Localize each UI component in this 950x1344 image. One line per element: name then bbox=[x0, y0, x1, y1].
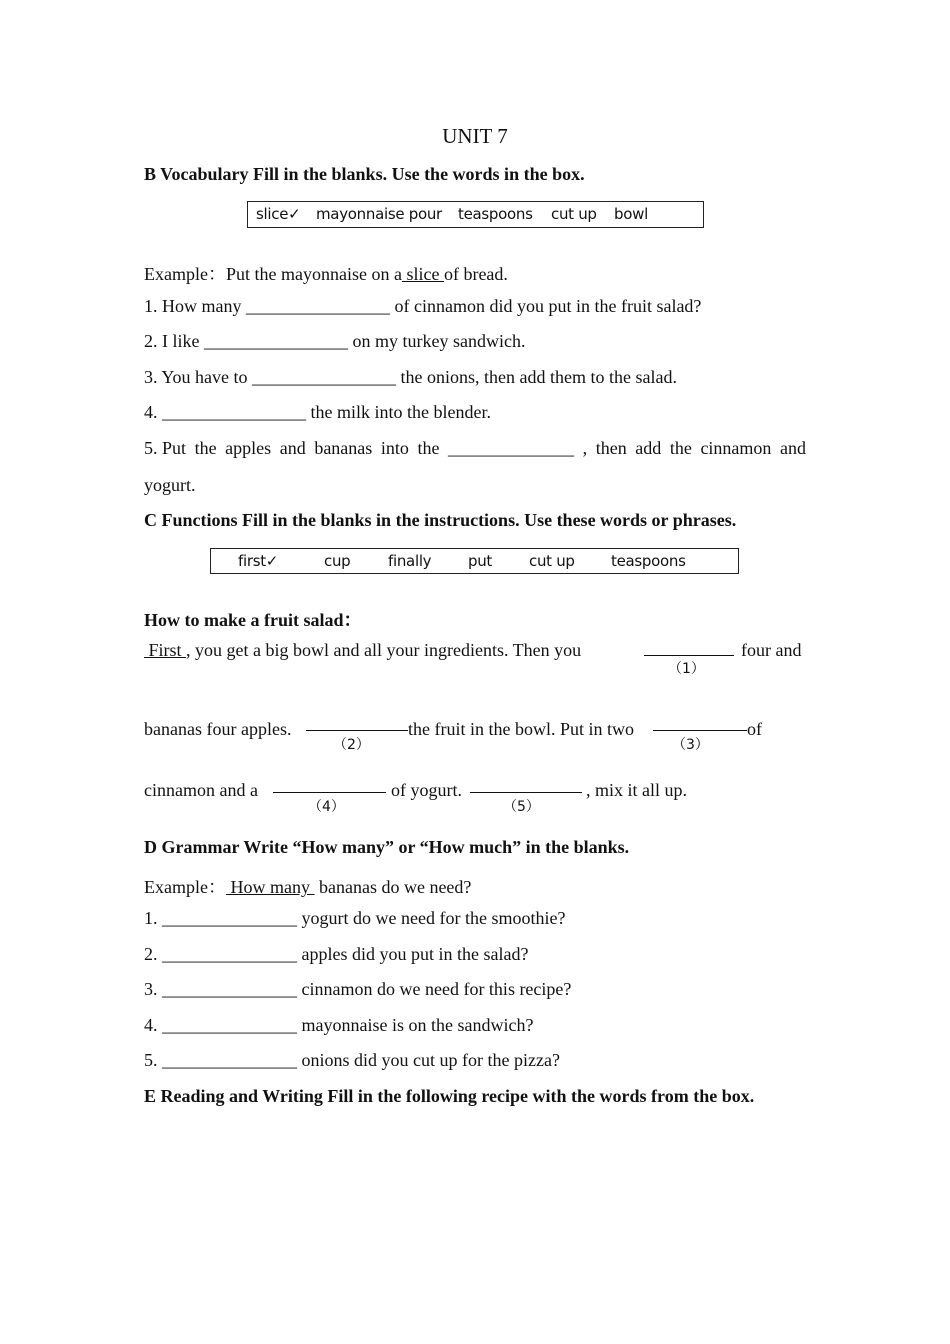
word-box-c bbox=[210, 548, 739, 574]
blank-number: （5） bbox=[503, 799, 540, 815]
question-d-5: 5. _______________ onions did you cut up for the pizza? bbox=[144, 1050, 560, 1070]
word: 5. Put bbox=[144, 438, 187, 458]
example-b bbox=[144, 260, 508, 286]
recipe-line-2-end: of bbox=[747, 719, 762, 739]
word: the bbox=[669, 438, 692, 458]
question-d-1: 1. _______________ yogurt do we need for the smoothie? bbox=[144, 908, 566, 928]
example-b-prefix: Example：Put the mayonnaise on a bbox=[144, 264, 402, 284]
blank-5 bbox=[470, 792, 582, 793]
question-d-3: 3. _______________ cinnamon do we need for this recipe? bbox=[144, 979, 572, 999]
recipe-line-3-end: , mix it all up. bbox=[586, 780, 687, 800]
word: bananas bbox=[314, 438, 373, 458]
section-e-heading: E Reading and Writing Fill in the following recipe with the words from the box. bbox=[144, 1086, 755, 1106]
word-box-b-item: slice✓ bbox=[256, 205, 301, 223]
question-d-2: 2. _______________ apples did you put in the salad? bbox=[144, 944, 529, 964]
section-d-heading: D Grammar Write “How many” or “How much” in the blanks. bbox=[144, 837, 630, 857]
blank-4 bbox=[273, 792, 386, 793]
word: apples bbox=[225, 438, 272, 458]
recipe-line-3-mid: of yogurt. bbox=[391, 780, 462, 800]
word-box-c-item: cup bbox=[324, 552, 351, 570]
question-b-5-line2: yogurt. bbox=[144, 475, 196, 495]
blank-2 bbox=[306, 730, 408, 731]
word: then bbox=[595, 438, 627, 458]
word-box-b-item: mayonnaise pour bbox=[316, 205, 442, 223]
recipe-line-1 bbox=[144, 640, 581, 661]
word: and bbox=[780, 438, 806, 458]
recipe-subheading: How to make a fruit salad： bbox=[144, 610, 362, 630]
question-b-1: 1. How many ________________ of cinnamon did you put in the fruit salad? bbox=[144, 296, 702, 316]
recipe-line-2-mid: the fruit in the bowl. Put in two bbox=[408, 719, 634, 739]
word: ______________ bbox=[448, 438, 575, 458]
question-d-4: 4. _______________ mayonnaise is on the sandwich? bbox=[144, 1015, 534, 1035]
word: cinnamon bbox=[700, 438, 772, 458]
word-box-b-item: teaspoons bbox=[458, 205, 533, 223]
question-b-4: 4. ________________ the milk into the blender. bbox=[144, 402, 491, 422]
example-b-suffix: of bread. bbox=[443, 264, 508, 284]
blank-number: （1） bbox=[668, 661, 705, 677]
page-title: UNIT 7 bbox=[442, 124, 508, 148]
blank-number: （3） bbox=[672, 737, 709, 753]
question-b-5-line1 bbox=[144, 438, 806, 459]
word-box-b-item: cut up bbox=[551, 205, 597, 223]
example-d-answer: How many bbox=[225, 877, 315, 897]
blank-number: （2） bbox=[333, 737, 370, 753]
word: and bbox=[279, 438, 306, 458]
word-box-b-item: bowl bbox=[614, 205, 648, 223]
word-box-c-item: teaspoons bbox=[611, 552, 686, 570]
recipe-line-1-end: four and bbox=[741, 640, 802, 660]
blank-3 bbox=[653, 730, 747, 731]
word: the bbox=[417, 438, 440, 458]
blank-number: （4） bbox=[308, 799, 345, 815]
recipe-line-3-start: cinnamon and a bbox=[144, 780, 258, 800]
word: add bbox=[635, 438, 662, 458]
word-box-c-item: cut up bbox=[529, 552, 575, 570]
section-b-heading: B Vocabulary Fill in the blanks. Use the words in the box. bbox=[144, 164, 585, 184]
recipe-line-1-text: , you get a big bowl and all your ingredients. Then you bbox=[186, 640, 582, 660]
example-d-suffix: bananas do we need? bbox=[314, 877, 472, 897]
word-box-c-item: finally bbox=[388, 552, 432, 570]
example-d bbox=[144, 873, 471, 899]
blank-1 bbox=[644, 655, 734, 656]
question-b-2: 2. I like ________________ on my turkey sandwich. bbox=[144, 331, 526, 351]
word-box-b bbox=[247, 201, 704, 228]
word-box-c-item: put bbox=[468, 552, 493, 570]
section-c-heading: C Functions Fill in the blanks in the instructions. Use these words or phrases. bbox=[144, 510, 737, 530]
example-b-answer: slice bbox=[401, 264, 444, 284]
first-answer: First bbox=[144, 640, 187, 660]
recipe-line-2-start: bananas four apples. bbox=[144, 719, 292, 739]
word: the bbox=[194, 438, 217, 458]
question-b-3: 3. You have to ________________ the onions, then add them to the salad. bbox=[144, 367, 677, 387]
word-box-c-item: first✓ bbox=[238, 552, 279, 570]
example-d-prefix: Example： bbox=[144, 877, 226, 897]
word: into bbox=[380, 438, 409, 458]
word: , bbox=[582, 438, 588, 458]
